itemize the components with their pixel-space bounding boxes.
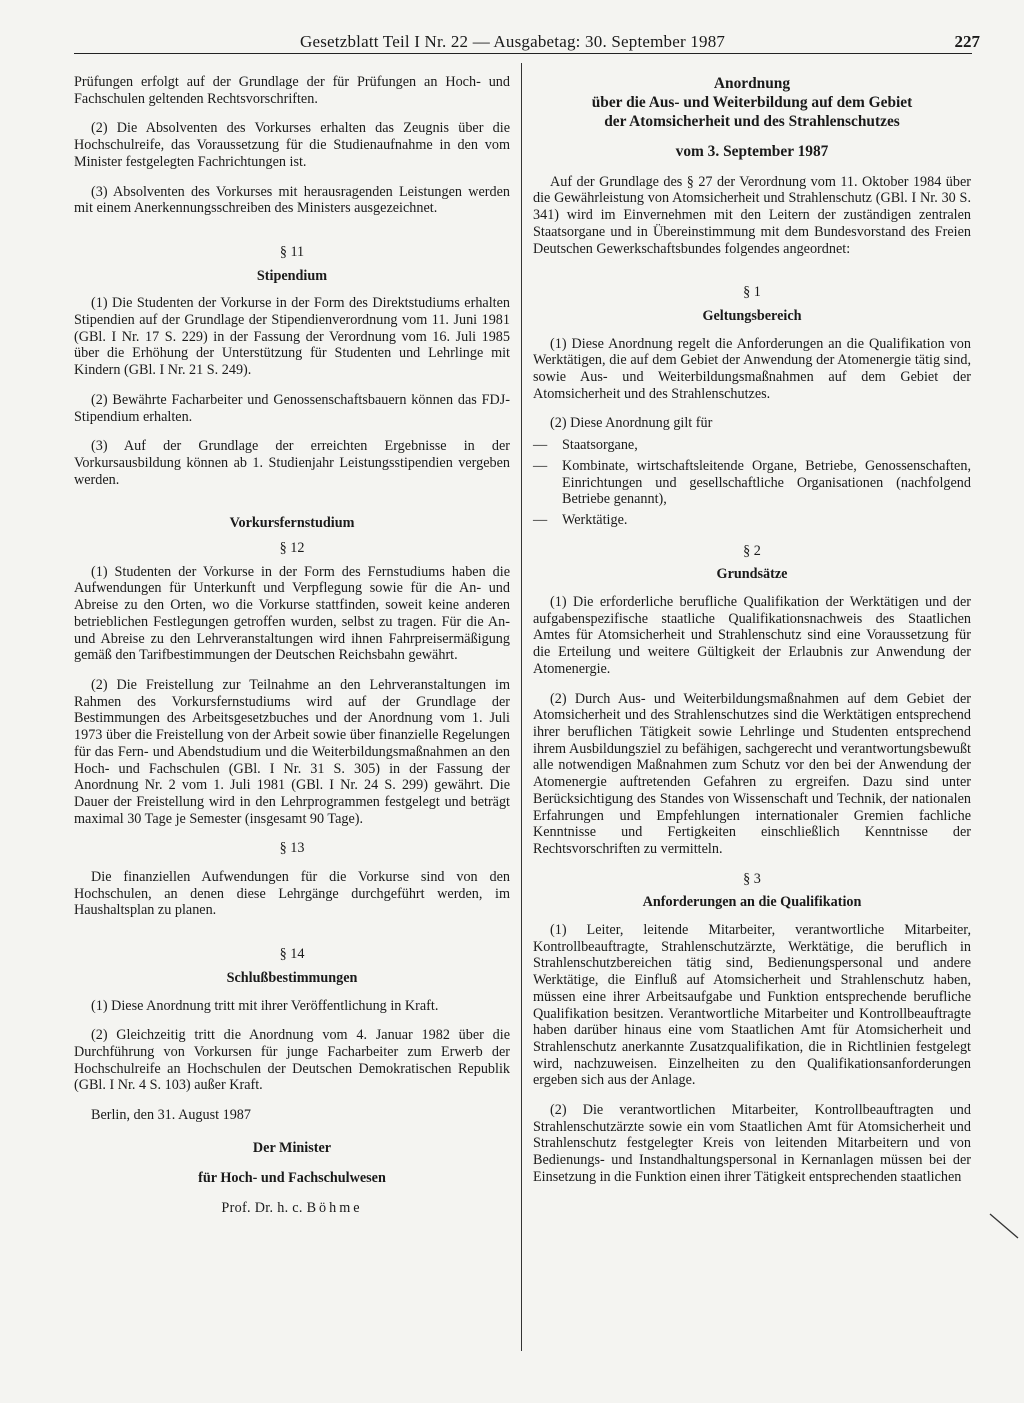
signature-title: Der Minister xyxy=(252,1139,332,1156)
ordinance-date: vom 3. September 1987 xyxy=(675,143,829,160)
signature-surname: Böhme xyxy=(306,1199,363,1216)
list-item: — Staatsorgane, xyxy=(533,437,971,454)
section-number: § 14 xyxy=(279,946,305,963)
pen-mark xyxy=(988,1212,1024,1242)
paragraph: (2) Bewährte Facharbeiter und Genossenschaftsbauern können das FDJ-Stipendium erhalten. xyxy=(74,391,510,425)
section-number: § 1 xyxy=(743,284,761,301)
section-number: § 11 xyxy=(279,243,305,260)
paragraph: (1) Diese Anordnung tritt mit ihrer Veröffentlichung in Kraft. xyxy=(91,997,439,1014)
paragraph: (2) Diese Anordnung gilt für xyxy=(550,415,713,432)
paragraph: (1) Diese Anordnung regelt die Anforderungen an die Qualifikation von Werktätigen, die auf dem Gebiet der Anwendung der Atomenergie tätig sind, sowie Aus- und Weiterbildungsmaßnahmen auf dem Gebiet der Atomsicherheit und des Strahlenschutzes. xyxy=(533,335,971,402)
paragraph: (3) Absolventen des Vorkurses mit herausragenden Leistungen werden mit einem Anerkennungsschreiben des Ministers ausgezeichnet. xyxy=(74,183,510,217)
section-title: Schlußbestimmungen xyxy=(226,969,358,986)
paragraph: (2) Durch Aus- und Weiterbildungsmaßnahmen auf dem Gebiet der Atomsicherheit und des Strahlenschutzes sind die Werktätigen entsprechend ihrer beruflichen Tätigkeit sowie Lehrlinge und Studenten entsprechend ihrem Ausbildungsziel zu befähigen, sachgerecht und verantwortungsbewußt alle notwendigen Maßnahmen zum Schutz vor den bei der Anwendung der Atomenergie auftretenden Gefahren zu ergreifen. Dazu sind unter Berücksichtigung des Standes von Wissenschaft und Technik, der nationalen Erfahrungen und Empfehlungen internationaler Gremien fachliche Kenntnisse und Fertigkeiten einschließlich Kenntnisse der Rechtsvorschriften zu vermitteln. xyxy=(533,690,971,857)
paragraph: (1) Leiter, leitende Mitarbeiter, verantwortliche Mitarbeiter, Kontrollbeauftragte, Strahlenschutzärzte, Werktätige, die beruflich in Strahlenschutzbereichen tätig sind, Bedienungspersonal und andere Werktätige, die Einfluß auf Atomsicherheit und Strahlenschutz haben, müssen eine ihrer Arbeitsaufgabe und Funktion entsprechende berufliche Qualifikation besitzen. Verantwortliche Mitarbeiter und Kontrollbeauftragte haben darüber hinaus eine vom Staatlichen Amt für Atomsicherheit und Strahlenschutz anerkannte Zusatzqualifikation, die in Richtlinien festgelegt wird, nachzuweisen. Einzelheiten zu den Qualifikationsanforderungen ergeben sich aus der Anlage. xyxy=(533,922,971,1089)
section-number: § 12 xyxy=(279,540,305,557)
paragraph: (2) Die verantwortlichen Mitarbeiter, Kontrollbeauftragten und Strahlenschutzärzte sowie ein vom Staatlichen Amt für Atomsicherheit und Strahlenschutz festgelegter Kreis von leitenden Mitarbeitern und von Bedienungs- und Instandhaltungspersonal in Kernanlagen müssen bei der Einsetzung in die Funktion einen ihrer Tätigkeit entsprechenden staatlichen xyxy=(533,1102,971,1185)
preamble: Auf der Grundlage des § 27 der Verordnung vom 11. Oktober 1984 über die Gewährleistung von Atomsicherheit und Strahlenschutz (GBl. I Nr. 30 S. 341) wird im Einvernehmen mit den Leitern der zuständigen zentralen Staatsorgane und in Übereinstimmung mit dem Bundesvorstand des Freien Deutschen Gewerkschaftsbundes folgendes angeordnet: xyxy=(533,173,971,257)
signature-ministry: für Hoch- und Fachschulwesen xyxy=(198,1169,386,1186)
paragraph-continuation: Prüfungen erfolgt auf der Grundlage der für Prüfungen an Hoch- und Fachschulen geltenden Rechtsvorschriften. xyxy=(74,74,510,107)
section-title: Geltungsbereich xyxy=(702,307,802,324)
ordinance-subtitle: über die Aus- und Weiterbildung auf dem Gebiet xyxy=(591,94,913,111)
paragraph: (1) Studenten der Vorkurse in der Form des Fernstudiums haben die Aufwendungen für Unterkunft und Verpflegung sowie für die An- und Abreise zu den Orten, wo die Vorkurse stattfinden, soweit keine anderen betrieblichen Festlegungen getroffen wurden, selbst zu tragen. Für die An- und Abreise zu den Lehrveranstaltungen wird ihnen Fahrpreisermäßigung gemäß den Tarifbestimmungen der Deutschen Reichsbahn gewährt. xyxy=(74,563,510,664)
section-title: Grundsätze xyxy=(716,566,788,583)
section-number: § 13 xyxy=(279,840,305,857)
page-number: 227 xyxy=(954,32,980,51)
paragraph: (2) Die Absolventen des Vorkurses erhalten das Zeugnis über die Hochschulreife, das Voraussetzung für die Studienaufnahme in den vom Minister festgelegten Fachrichtungen ist. xyxy=(74,120,510,170)
running-header xyxy=(300,32,980,54)
ordinance-title: Anordnung xyxy=(713,75,791,92)
right-column xyxy=(533,74,971,1199)
paragraph: (2) Die Freistellung zur Teilnahme an den Lehrveranstaltungen im Rahmen des Vorkursfernstudiums wird auf der Grundlage der Bestimmungen des Arbeitsgesetzbuches und der Anordnung vom 1. Juli 1973 über die Freistellung von der Arbeit sowie über finanzielle Regelungen für das Fern- und Abendstudium und die Weiterbildungsmaßnahmen an den Hoch- und Fachschulen (GBl. I Nr. 31 S. 305) in der Fassung der Anordnung Nr. 2 vom 1. Juli 1981 (GBl. I Nr. 24 S. 299) gewährt. Die Dauer der Freistellung wird in den Lehrprogrammen festgelegt und beträgt maximal 30 Tage je Semester (insgesamt 90 Tage). xyxy=(74,676,510,827)
place-date: Berlin, den 31. August 1987 xyxy=(91,1107,251,1124)
list-item: — Werktätige. xyxy=(533,512,971,529)
header-rule xyxy=(74,53,972,54)
paragraph: (1) Die Studenten der Vorkurse in der Form des Direktstudiums erhalten Stipendien auf der Grundlage der Stipendienverordnung vom 11. Juni 1981 (GBl. I Nr. 17 S. 229) in der Fassung der Verordnung vom 16. Juli 1985 über die Erhöhung der Unterstützung für Studenten und Lehrlinge mit Kindern (GBl. I Nr. 21 S. 249). xyxy=(74,295,510,379)
ordinance-subtitle: der Atomsicherheit und des Strahlenschutzes xyxy=(604,113,900,130)
section-title: Anforderungen an die Qualifikation xyxy=(642,894,862,911)
paragraph: (3) Auf der Grundlage der erreichten Ergebnisse in der Vorkursausbildung können ab 1. Studienjahr Leistungsstipendien vergeben werden. xyxy=(74,438,510,488)
section-number: § 2 xyxy=(743,542,761,559)
running-title: Gesetzblatt Teil I Nr. 22 — Ausgabetag: 30. September 1987 xyxy=(300,32,726,51)
column-divider xyxy=(521,63,522,1351)
section-title: Stipendium xyxy=(256,267,328,284)
left-column xyxy=(74,74,510,1229)
list-item: — Kombinate, wirtschaftsleitende Organe, Betriebe, Genossenschaften, Einrichtungen und gesellschaftliche Organisationen (nachfolgend Betriebe genannt), xyxy=(533,458,971,508)
section-title: Vorkursfernstudium xyxy=(229,515,355,532)
signature-name xyxy=(74,1200,510,1217)
paragraph: (2) Gleichzeitig tritt die Anordnung vom 4. Januar 1982 über die Durchführung von Vorkursen für junge Facharbeiter zum Erwerb der Hochschulreife an Hochschulen der Deutschen Demokratischen Republik (GBl. I Nr. 4 S. 103) außer Kraft. xyxy=(74,1027,510,1094)
signature-prefix: Prof. Dr. h. c. xyxy=(221,1199,307,1216)
paragraph: Die finanziellen Aufwendungen für die Vorkurse sind von den Hochschulen, an denen diese Lehrgänge durchgeführt werden, im Haushaltsplan zu planen. xyxy=(74,869,510,919)
paragraph: (1) Die erforderliche berufliche Qualifikation der Werktätigen und der aufgabenspezifische staatliche Qualifikationsnachweis des Staatlichen Amtes für Atomsicherheit und Strahlenschutz sind eine Voraussetzung für die Erteilung und weitere Gültigkeit der Erlaubnis zur Anwendung der Atomenergie. xyxy=(533,594,971,677)
section-number: § 3 xyxy=(743,870,761,887)
